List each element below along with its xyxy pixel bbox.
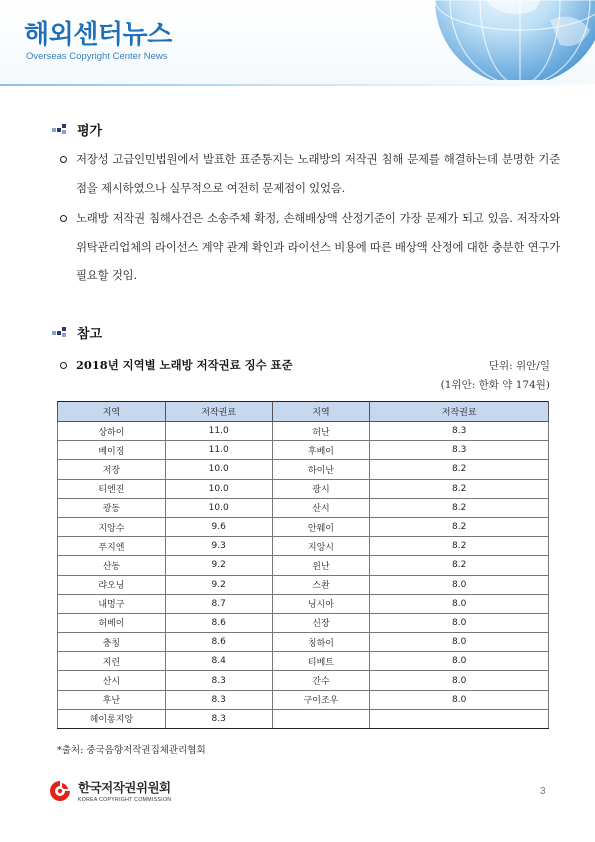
fee-cell: 8.6: [165, 613, 272, 632]
region-cell: 상하이: [58, 422, 166, 441]
region-cell: 베이징: [58, 441, 166, 460]
region-cell: 간수: [272, 671, 370, 690]
header-divider: [0, 84, 595, 86]
region-cell: 구이조우: [272, 690, 370, 709]
region-cell: 광시: [272, 479, 370, 498]
table-body: [58, 422, 549, 729]
column-header: 저작권료: [165, 402, 272, 422]
section-heading-reference: [52, 323, 102, 342]
table-row: [58, 652, 549, 671]
table-row: [58, 441, 549, 460]
region-cell: 지앙수: [58, 517, 166, 536]
table-row: [58, 498, 549, 517]
fee-cell: 8.0: [370, 652, 549, 671]
fee-cell: 8.0: [370, 671, 549, 690]
table-title: 2018년 지역별 노래방 저작권료 징수 표준: [76, 358, 293, 372]
fee-cell: 10.0: [165, 479, 272, 498]
fee-cell: 8.0: [370, 575, 549, 594]
region-cell: 티베트: [272, 652, 370, 671]
header-subtitle: Overseas Copyright Center News: [26, 51, 168, 62]
section-title: 평가: [77, 124, 103, 139]
region-cell: 허난: [272, 422, 370, 441]
fee-cell: 8.2: [370, 460, 549, 479]
fee-cell: 8.7: [165, 594, 272, 613]
fee-cell: 8.2: [370, 556, 549, 575]
fee-cell: 9.6: [165, 517, 272, 536]
section-heading-evaluation: [52, 120, 102, 139]
table-row: [58, 422, 549, 441]
org-name-english: KOREA COPYRIGHT COMMISSION: [78, 797, 172, 803]
unit-label: 단위: 위안/일: [488, 360, 550, 372]
region-cell: 닝시아: [272, 594, 370, 613]
table-row: [58, 460, 549, 479]
table-row: [58, 671, 549, 690]
circle-bullet-icon: [60, 156, 67, 163]
table-row: [58, 575, 549, 594]
table-row: [58, 633, 549, 652]
table-row: [58, 690, 549, 709]
region-cell: 헤이롱지앙: [58, 709, 166, 728]
fee-table: [57, 401, 549, 729]
fee-cell: 8.3: [165, 709, 272, 728]
commission-logo-icon: [48, 779, 72, 803]
fee-cell: 8.3: [165, 690, 272, 709]
table-row: [58, 613, 549, 632]
header-title: 해외센터뉴스: [24, 20, 172, 50]
fee-cell: 8.3: [370, 422, 549, 441]
region-cell: 지앙시: [272, 537, 370, 556]
table-row: [58, 537, 549, 556]
evaluation-paragraph-2: 노래방 저작권 침해사건은 소송주체 확정, 손해배상액 산정기준이 가장 문제가 되고 있음. 저작자와 위탁관리업체의 라이선스 계약 관계 확인과 라이선스 비용에 따른 배상액 산정에 대한 충분한 연구가 필요할 것임.: [60, 204, 560, 290]
fee-cell: 9.2: [165, 556, 272, 575]
region-cell: [272, 709, 370, 728]
table-row: [58, 556, 549, 575]
fee-cell: 11.0: [165, 422, 272, 441]
fee-cell: 8.2: [370, 498, 549, 517]
page-header: [0, 0, 595, 84]
region-cell: 허베이: [58, 613, 166, 632]
region-cell: 내멍구: [58, 594, 166, 613]
fee-cell: [370, 709, 549, 728]
region-cell: 산시: [272, 498, 370, 517]
table-header-row: [58, 402, 549, 422]
region-cell: 광동: [58, 498, 166, 517]
region-cell: 칭하이: [272, 633, 370, 652]
fee-cell: 8.2: [370, 537, 549, 556]
fee-cell: 8.2: [370, 517, 549, 536]
region-cell: 신장: [272, 613, 370, 632]
globe-icon: [410, 0, 595, 80]
exchange-rate-note: (1위안: 한화 약 174원): [440, 379, 550, 391]
fee-cell: 8.0: [370, 594, 549, 613]
region-cell: 안웨이: [272, 517, 370, 536]
region-cell: 충칭: [58, 633, 166, 652]
fee-cell: 8.3: [165, 671, 272, 690]
region-cell: 지린: [58, 652, 166, 671]
fee-cell: 10.0: [165, 498, 272, 517]
fee-cell: 10.0: [165, 460, 272, 479]
org-name-korean: 한국저작권위원회: [78, 780, 171, 795]
table-row: [58, 517, 549, 536]
table-row: [58, 479, 549, 498]
table-row: [58, 594, 549, 613]
region-cell: 산시: [58, 671, 166, 690]
fee-cell: 8.3: [370, 441, 549, 460]
source-note: *출처: 중국음향저작권집체관리협회: [57, 745, 206, 756]
section-title: 참고: [77, 327, 103, 342]
section-squares-icon: [52, 327, 68, 339]
table-row: [58, 709, 549, 728]
region-cell: 산동: [58, 556, 166, 575]
region-cell: 저장: [58, 460, 166, 479]
region-cell: 푸지엔: [58, 537, 166, 556]
circle-bullet-icon: [60, 362, 67, 369]
region-cell: 티엔진: [58, 479, 166, 498]
page-number: 3: [540, 786, 546, 797]
region-cell: 후베이: [272, 441, 370, 460]
evaluation-paragraph-1: 저장성 고급인민법원에서 발표한 표준통지는 노래방의 저작권 침해 문제를 해결하는데 분명한 기준점을 제시하였으나 실무적으로 여전히 문제점이 있었음.: [60, 145, 560, 202]
commission-logo: [48, 778, 171, 803]
region-cell: 하이난: [272, 460, 370, 479]
fee-cell: 8.2: [370, 479, 549, 498]
fee-cell: 8.6: [165, 633, 272, 652]
fee-cell: 9.2: [165, 575, 272, 594]
fee-cell: 8.0: [370, 613, 549, 632]
fee-cell: 11.0: [165, 441, 272, 460]
fee-cell: 8.0: [370, 633, 549, 652]
region-cell: 스촨: [272, 575, 370, 594]
region-cell: 윈난: [272, 556, 370, 575]
section-squares-icon: [52, 124, 68, 136]
region-cell: 랴오닝: [58, 575, 166, 594]
fee-cell: 8.4: [165, 652, 272, 671]
column-header: 지역: [272, 402, 370, 422]
fee-cell: 8.0: [370, 690, 549, 709]
column-header: 지역: [58, 402, 166, 422]
circle-bullet-icon: [60, 215, 67, 222]
table-caption: [60, 357, 293, 373]
region-cell: 후난: [58, 690, 166, 709]
fee-cell: 9.3: [165, 537, 272, 556]
column-header: 저작권료: [370, 402, 549, 422]
